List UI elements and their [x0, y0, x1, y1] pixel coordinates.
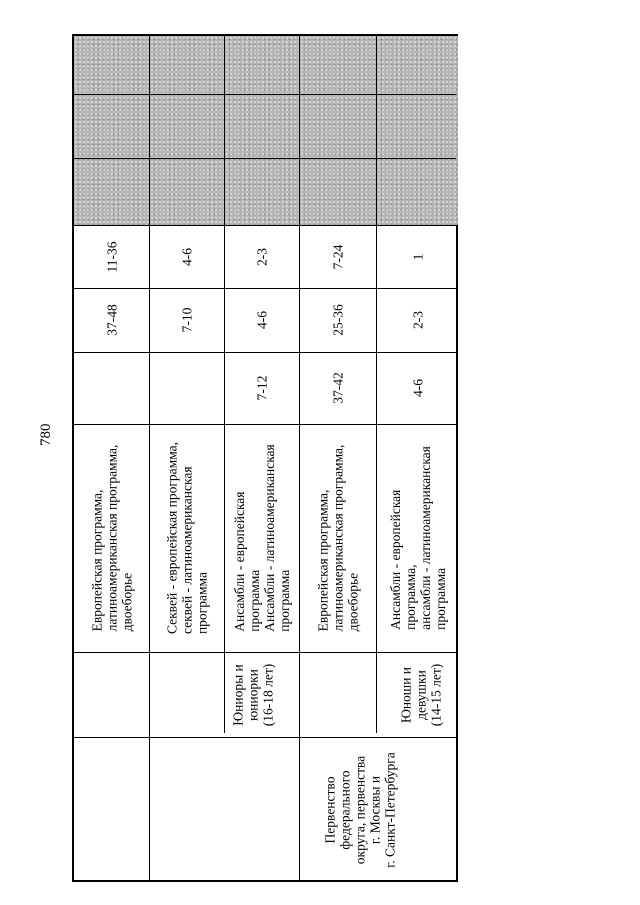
program-text: Ансамбли - европейская программа, ансамбли - латиноамериканская программа	[387, 446, 448, 630]
value-text: 7-12	[254, 375, 270, 401]
value-text: 4-6	[254, 311, 270, 329]
program-cell	[300, 424, 376, 652]
value-text: 2-3	[410, 311, 425, 329]
shaded-cell	[300, 36, 376, 225]
age-group-text: Юноши и девушки (14-15 лет)	[398, 663, 444, 726]
value-cell	[377, 352, 458, 424]
value-text: 7-10	[179, 307, 195, 333]
shaded-cell	[150, 36, 224, 225]
program-cell	[150, 424, 224, 652]
section-title-cell	[74, 737, 458, 882]
program-text: Ансамбли - европейская программа Ансамбли - латиноамериканская программа	[232, 444, 292, 632]
competition-table	[72, 34, 458, 882]
value-cell	[300, 288, 376, 352]
value-cell	[74, 225, 149, 288]
program-text: Секвей - европейская программа, секвей - латиноамериканская программа	[164, 441, 210, 635]
shaded-cell	[225, 36, 299, 225]
value-cell	[225, 288, 299, 352]
value-text: 1	[410, 253, 425, 260]
program-text: Европейская программа, латиноамериканская программа, двоеборье	[89, 444, 134, 632]
program-cell	[377, 424, 458, 652]
value-text: 11-36	[104, 241, 119, 272]
grid-line	[74, 158, 456, 159]
shaded-cell	[74, 36, 149, 225]
section-title: Первенство федерального округа, первенства г. Москвы и г. Санкт-Петербурга	[322, 751, 398, 868]
value-cell	[74, 288, 149, 352]
value-cell	[300, 352, 376, 424]
value-text: 4-6	[410, 379, 425, 397]
value-cell	[225, 352, 299, 424]
page-number: 780	[38, 423, 54, 446]
value-text: 7-24	[330, 244, 346, 269]
shaded-cell	[377, 36, 458, 225]
value-cell	[150, 225, 224, 288]
program-cell	[225, 424, 299, 652]
program-text: Европейская программа, латиноамериканская программа, двоеборье	[315, 444, 361, 632]
value-cell	[377, 288, 458, 352]
value-text: 4-6	[179, 247, 195, 266]
age-group-cell	[300, 652, 458, 737]
value-text: 37-42	[330, 372, 346, 404]
age-group-cell	[150, 652, 299, 737]
value-cell	[300, 225, 376, 288]
value-cell	[74, 352, 149, 424]
value-text: 37-48	[104, 304, 119, 336]
grid-line	[74, 94, 456, 95]
value-text: 25-36	[330, 304, 346, 336]
program-cell	[74, 424, 149, 652]
value-cell	[150, 352, 224, 424]
age-group-text: Юниоры и юниорки (16-18 лет)	[230, 663, 275, 726]
value-cell	[225, 225, 299, 288]
value-cell	[377, 225, 458, 288]
value-cell	[150, 288, 224, 352]
value-text: 2-3	[254, 247, 270, 266]
